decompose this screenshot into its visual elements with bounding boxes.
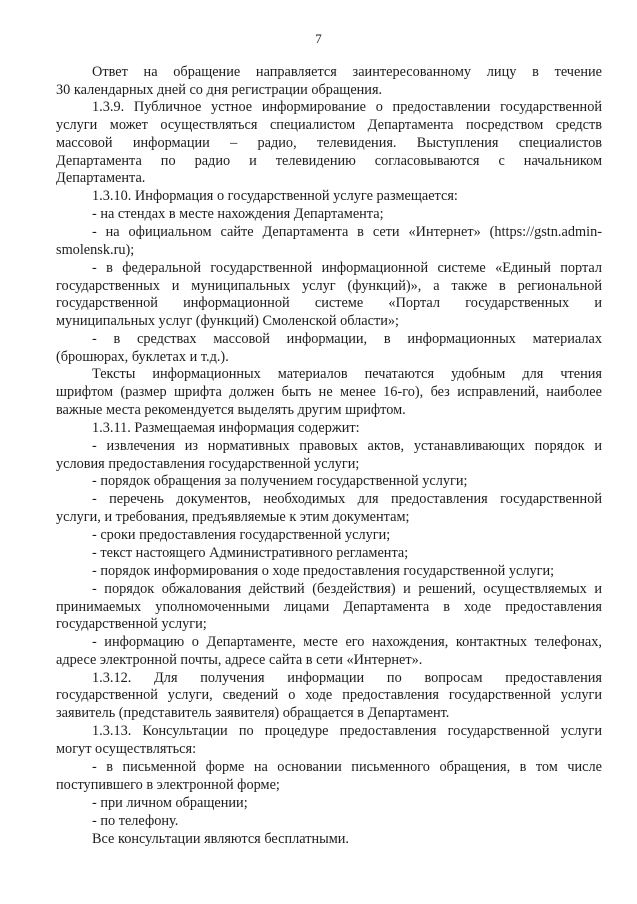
- text-line: принимаемых уполномоченными лицами Департамента в ходе предоставления: [56, 599, 602, 615]
- text-line: 1.3.9. Публичное устное информирование о предоставлении государственной: [92, 99, 602, 115]
- text-line: smolensk.ru);: [56, 242, 135, 258]
- text-line: могут осуществляться:: [56, 741, 197, 757]
- text-line: муниципальных услуг (функций) Смоленской области»;: [56, 313, 399, 329]
- text-line: шрифтом (размер шрифта должен быть не менее 16-го), без исправлений, наиболее: [56, 384, 602, 400]
- text-line: - в средствах массовой информации, в информационных материалах: [92, 331, 602, 347]
- text-line: условия предоставления государственной услуги;: [56, 456, 360, 472]
- text-line: - на стендах в месте нахождения Департамента;: [92, 206, 384, 222]
- text-line: услуги, и требования, предъявляемые к этим документам;: [56, 509, 410, 525]
- text-line: государственных и муниципальных услуг (функций)», а также в региональной: [56, 278, 602, 294]
- text-line: - порядок обращения за получением государственной услуги;: [92, 473, 468, 489]
- text-line: - при личном обращении;: [92, 795, 248, 811]
- text-line: - порядок информирования о ходе предоставления государственной услуги;: [92, 563, 555, 579]
- text-line: 1.3.11. Размещаемая информация содержит:: [92, 420, 360, 436]
- page-number: 7: [315, 31, 322, 46]
- text-line: услуги может осуществляться специалистом Департамента посредством средств: [56, 117, 602, 133]
- text-line: - перечень документов, необходимых для предоставления государственной: [92, 491, 602, 507]
- text-line: заявитель (представитель заявителя) обращается в Департамент.: [56, 705, 450, 721]
- text-line: 1.3.10. Информация о государственной услуге размещается:: [92, 188, 458, 204]
- text-line: поступившего в электронной форме;: [56, 777, 280, 793]
- text-line: 1.3.13. Консультации по процедуре предоставления государственной услуги: [92, 723, 602, 739]
- text-line: 30 календарных дней со дня регистрации обращения.: [56, 82, 383, 98]
- text-line: (брошюрах, буклетах и т.д.).: [56, 349, 229, 365]
- text-line: - извлечения из нормативных правовых актов, устанавливающих порядок и: [92, 438, 602, 454]
- text-line: 1.3.12. Для получения информации по вопросам предоставления: [92, 670, 602, 686]
- text-line: - порядок обжалования действий (бездействия) и решений, осуществляемых и: [92, 581, 602, 597]
- text-line: - на официальном сайте Департамента в сети «Интернет» (https://gstn.admin-: [92, 224, 602, 240]
- text-line: Ответ на обращение направляется заинтересованному лицу в течение: [92, 64, 602, 80]
- text-line: - по телефону.: [92, 813, 179, 829]
- text-line: Департамента.: [56, 170, 146, 186]
- text-line: Все консультации являются бесплатными.: [92, 831, 350, 847]
- text-line: массовой информации – радио, телевидения. Выступления специалистов: [56, 135, 602, 151]
- text-line: важные места рекомендуется выделять другим шрифтом.: [56, 402, 406, 418]
- text-line: государственной услуги, сведений о ходе предоставления государственной услуги: [56, 687, 602, 703]
- text-line: Департамента по радио и телевидению согласовываются с начальником: [56, 153, 602, 169]
- text-line: - в письменной форме на основании письменного обращения, в том числе: [92, 759, 602, 775]
- text-line: Тексты информационных материалов печатаются удобным для чтения: [92, 366, 602, 382]
- text-line: - текст настоящего Административного регламента;: [92, 545, 409, 561]
- text-line: адресе электронной почты, адресе сайта в сети «Интернет».: [56, 652, 423, 668]
- text-line: - информацию о Департаменте, месте его нахождения, контактных телефонах,: [92, 634, 602, 650]
- text-line: государственной информационной системе «Портал государственных и: [56, 295, 602, 311]
- text-line: государственной услуги;: [56, 616, 207, 632]
- text-line: - в федеральной государственной информационной системе «Единый портал: [92, 260, 602, 276]
- text-line: - сроки предоставления государственной услуги;: [92, 527, 391, 543]
